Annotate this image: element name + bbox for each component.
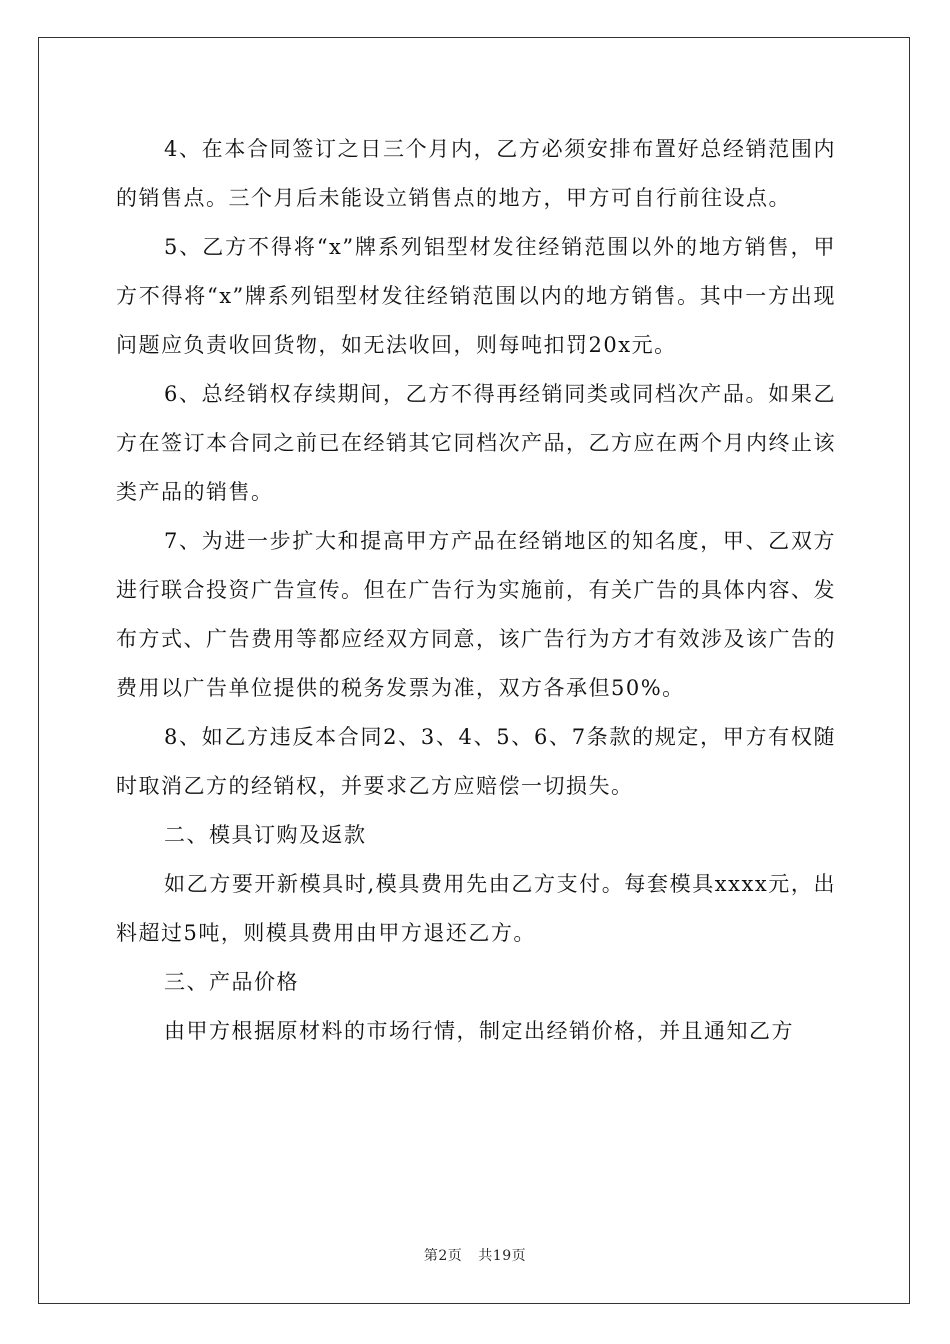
page-total: 共19页 <box>478 1248 527 1264</box>
price-paragraph: 由甲方根据原材料的市场行情，制定出经销价格，并且通知乙方 <box>164 1019 794 1043</box>
clause-6: 6、总经销权存续期间，乙方不得再经销同类或同档次产品。如果乙方在签订本合同之前已在经销其它同档次产品，乙方应在两个月内终止该类产品的销售。 <box>116 382 836 504</box>
section-heading-price: 三、产品价格 <box>164 970 299 994</box>
clause-7: 7、为进一步扩大和提高甲方产品在经销地区的知名度，甲、乙双方进行联合投资广告宣传。但在广告行为实施前，有关广告的具体内容、发布方式、广告费用等都应经双方同意，该广告行为方才有效涉及该广告的费用以广告单位提供的税务发票为准，双方各承但50%。 <box>116 529 836 700</box>
mold-paragraph: 如乙方要开新模具时,模具费用先由乙方支付。每套模具xxxx元，出料超过5吨，则模具费用由甲方退还乙方。 <box>116 872 836 945</box>
page-number: 第2页 <box>423 1248 463 1264</box>
clause-8: 8、如乙方违反本合同2、3、4、5、6、7条款的规定，甲方有权随时取消乙方的经销权，并要求乙方应赔偿一切损失。 <box>116 725 836 798</box>
page-footer <box>0 1245 950 1265</box>
clause-4: 4、在本合同签订之日三个月内，乙方必须安排布置好总经销范围内的销售点。三个月后未能设立销售点的地方，甲方可自行前往设点。 <box>116 137 836 210</box>
document-body <box>116 125 836 1056</box>
section-heading-mold: 二、模具订购及返款 <box>164 823 367 847</box>
clause-5: 5、乙方不得将“x”牌系列铝型材发往经销范围以外的地方销售，甲方不得将“x”牌系列铝型材发往经销范围以内的地方销售。其中一方出现问题应负责收回货物，如无法收回，则每吨扣罚20x元。 <box>116 235 836 357</box>
